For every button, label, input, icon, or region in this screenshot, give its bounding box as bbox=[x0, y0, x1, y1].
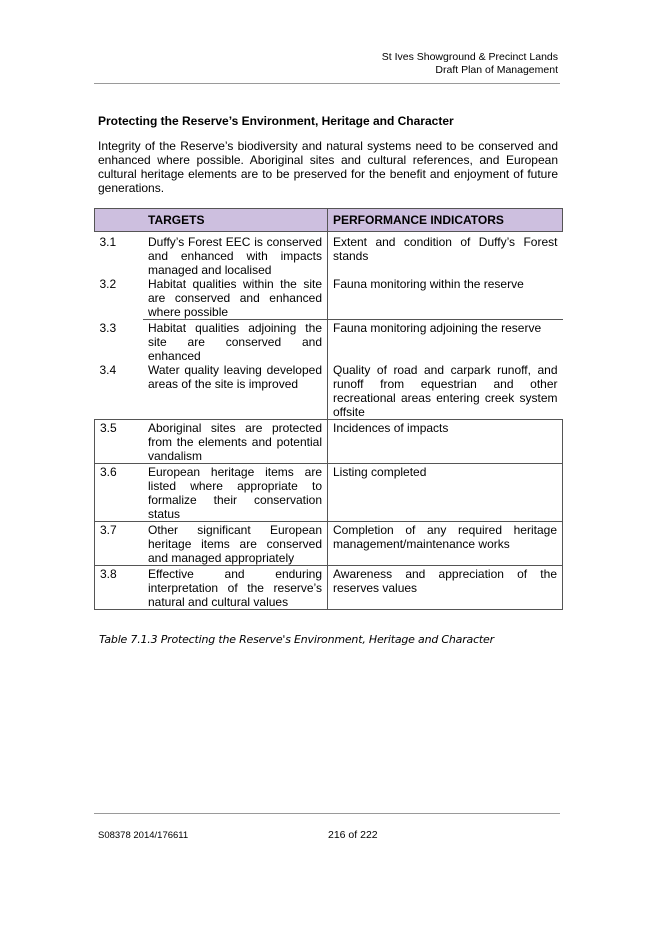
header-performance-indicators: PERFORMANCE INDICATORS bbox=[328, 209, 563, 232]
table-row bbox=[95, 232, 563, 278]
row-number: 3.1 bbox=[99, 235, 117, 249]
row-number: 3.4 bbox=[99, 363, 117, 377]
row-indicator: Awareness and appreciation of the reserves values bbox=[328, 566, 563, 610]
row-number: 3.2 bbox=[99, 277, 117, 291]
row-indicator: Quality of road and carpark runoff, and runoff from equestrian and other recreational areas entering creek system offsite bbox=[333, 363, 558, 419]
row-indicator: Listing completed bbox=[328, 464, 563, 522]
footer-divider bbox=[94, 813, 560, 814]
row-indicator: Incidences of impacts bbox=[328, 420, 563, 464]
header-subtitle: Draft Plan of Management bbox=[435, 64, 558, 76]
table-row bbox=[95, 464, 563, 522]
section-heading: Protecting the Reserve’s Environment, Heritage and Character bbox=[98, 114, 454, 128]
row-target: Aboriginal sites are protected from the elements and potential vandalism bbox=[143, 420, 328, 464]
row-target: Water quality leaving developed areas of the site is improved bbox=[143, 363, 328, 420]
header-number bbox=[95, 209, 144, 232]
table-row bbox=[95, 522, 563, 566]
document-reference: S08378 2014/176611 bbox=[98, 830, 189, 841]
table-header-row bbox=[95, 209, 563, 232]
table-row bbox=[95, 363, 563, 420]
header-title: St Ives Showground & Precinct Lands bbox=[381, 51, 558, 63]
intro-paragraph: Integrity of the Reserve’s biodiversity and natural systems need to be conserved and enhanced where possible. Aboriginal sites and cultural references, and European cultural heritage elements are to be preserved for the benefit and enjoyment of future generations. bbox=[98, 139, 558, 195]
page-number: 216 of 222 bbox=[328, 829, 378, 841]
table-row bbox=[95, 420, 563, 464]
row-indicator: Fauna monitoring adjoining the reserve bbox=[328, 320, 563, 364]
table-row bbox=[95, 320, 563, 364]
row-number: 3.5 bbox=[95, 420, 144, 464]
row-number: 3.8 bbox=[95, 566, 144, 610]
running-header bbox=[382, 51, 558, 77]
table-row bbox=[95, 566, 563, 610]
row-target: Other significant European heritage items are conserved and managed appropriately bbox=[143, 522, 328, 566]
header-targets: TARGETS bbox=[143, 209, 328, 232]
row-target: European heritage items are listed where appropriate to formalize their conservation status bbox=[143, 464, 328, 522]
row-number: 3.6 bbox=[95, 464, 144, 522]
row-number: 3.3 bbox=[99, 320, 117, 335]
row-target: Habitat qualities adjoining the site are conserved and enhanced bbox=[143, 320, 328, 364]
row-target: Duffy’s Forest EEC is conserved and enhanced with impacts managed and localised bbox=[143, 232, 328, 278]
row-number: 3.7 bbox=[95, 522, 144, 566]
row-indicator: Fauna monitoring within the reserve bbox=[333, 277, 524, 291]
table-row bbox=[95, 277, 563, 320]
row-indicator: Extent and condition of Duffy’s Forest stands bbox=[333, 235, 558, 263]
row-target: Habitat qualities within the site are conserved and enhanced where possible bbox=[143, 277, 328, 320]
row-indicator: Completion of any required heritage management/maintenance works bbox=[328, 522, 563, 566]
header-divider bbox=[94, 83, 560, 84]
table-caption: Table 7.1.3 Protecting the Reserve's Environment, Heritage and Character bbox=[99, 633, 494, 646]
row-target: Effective and enduring interpretation of the reserve’s natural and cultural values bbox=[143, 566, 328, 610]
targets-table bbox=[94, 208, 563, 610]
